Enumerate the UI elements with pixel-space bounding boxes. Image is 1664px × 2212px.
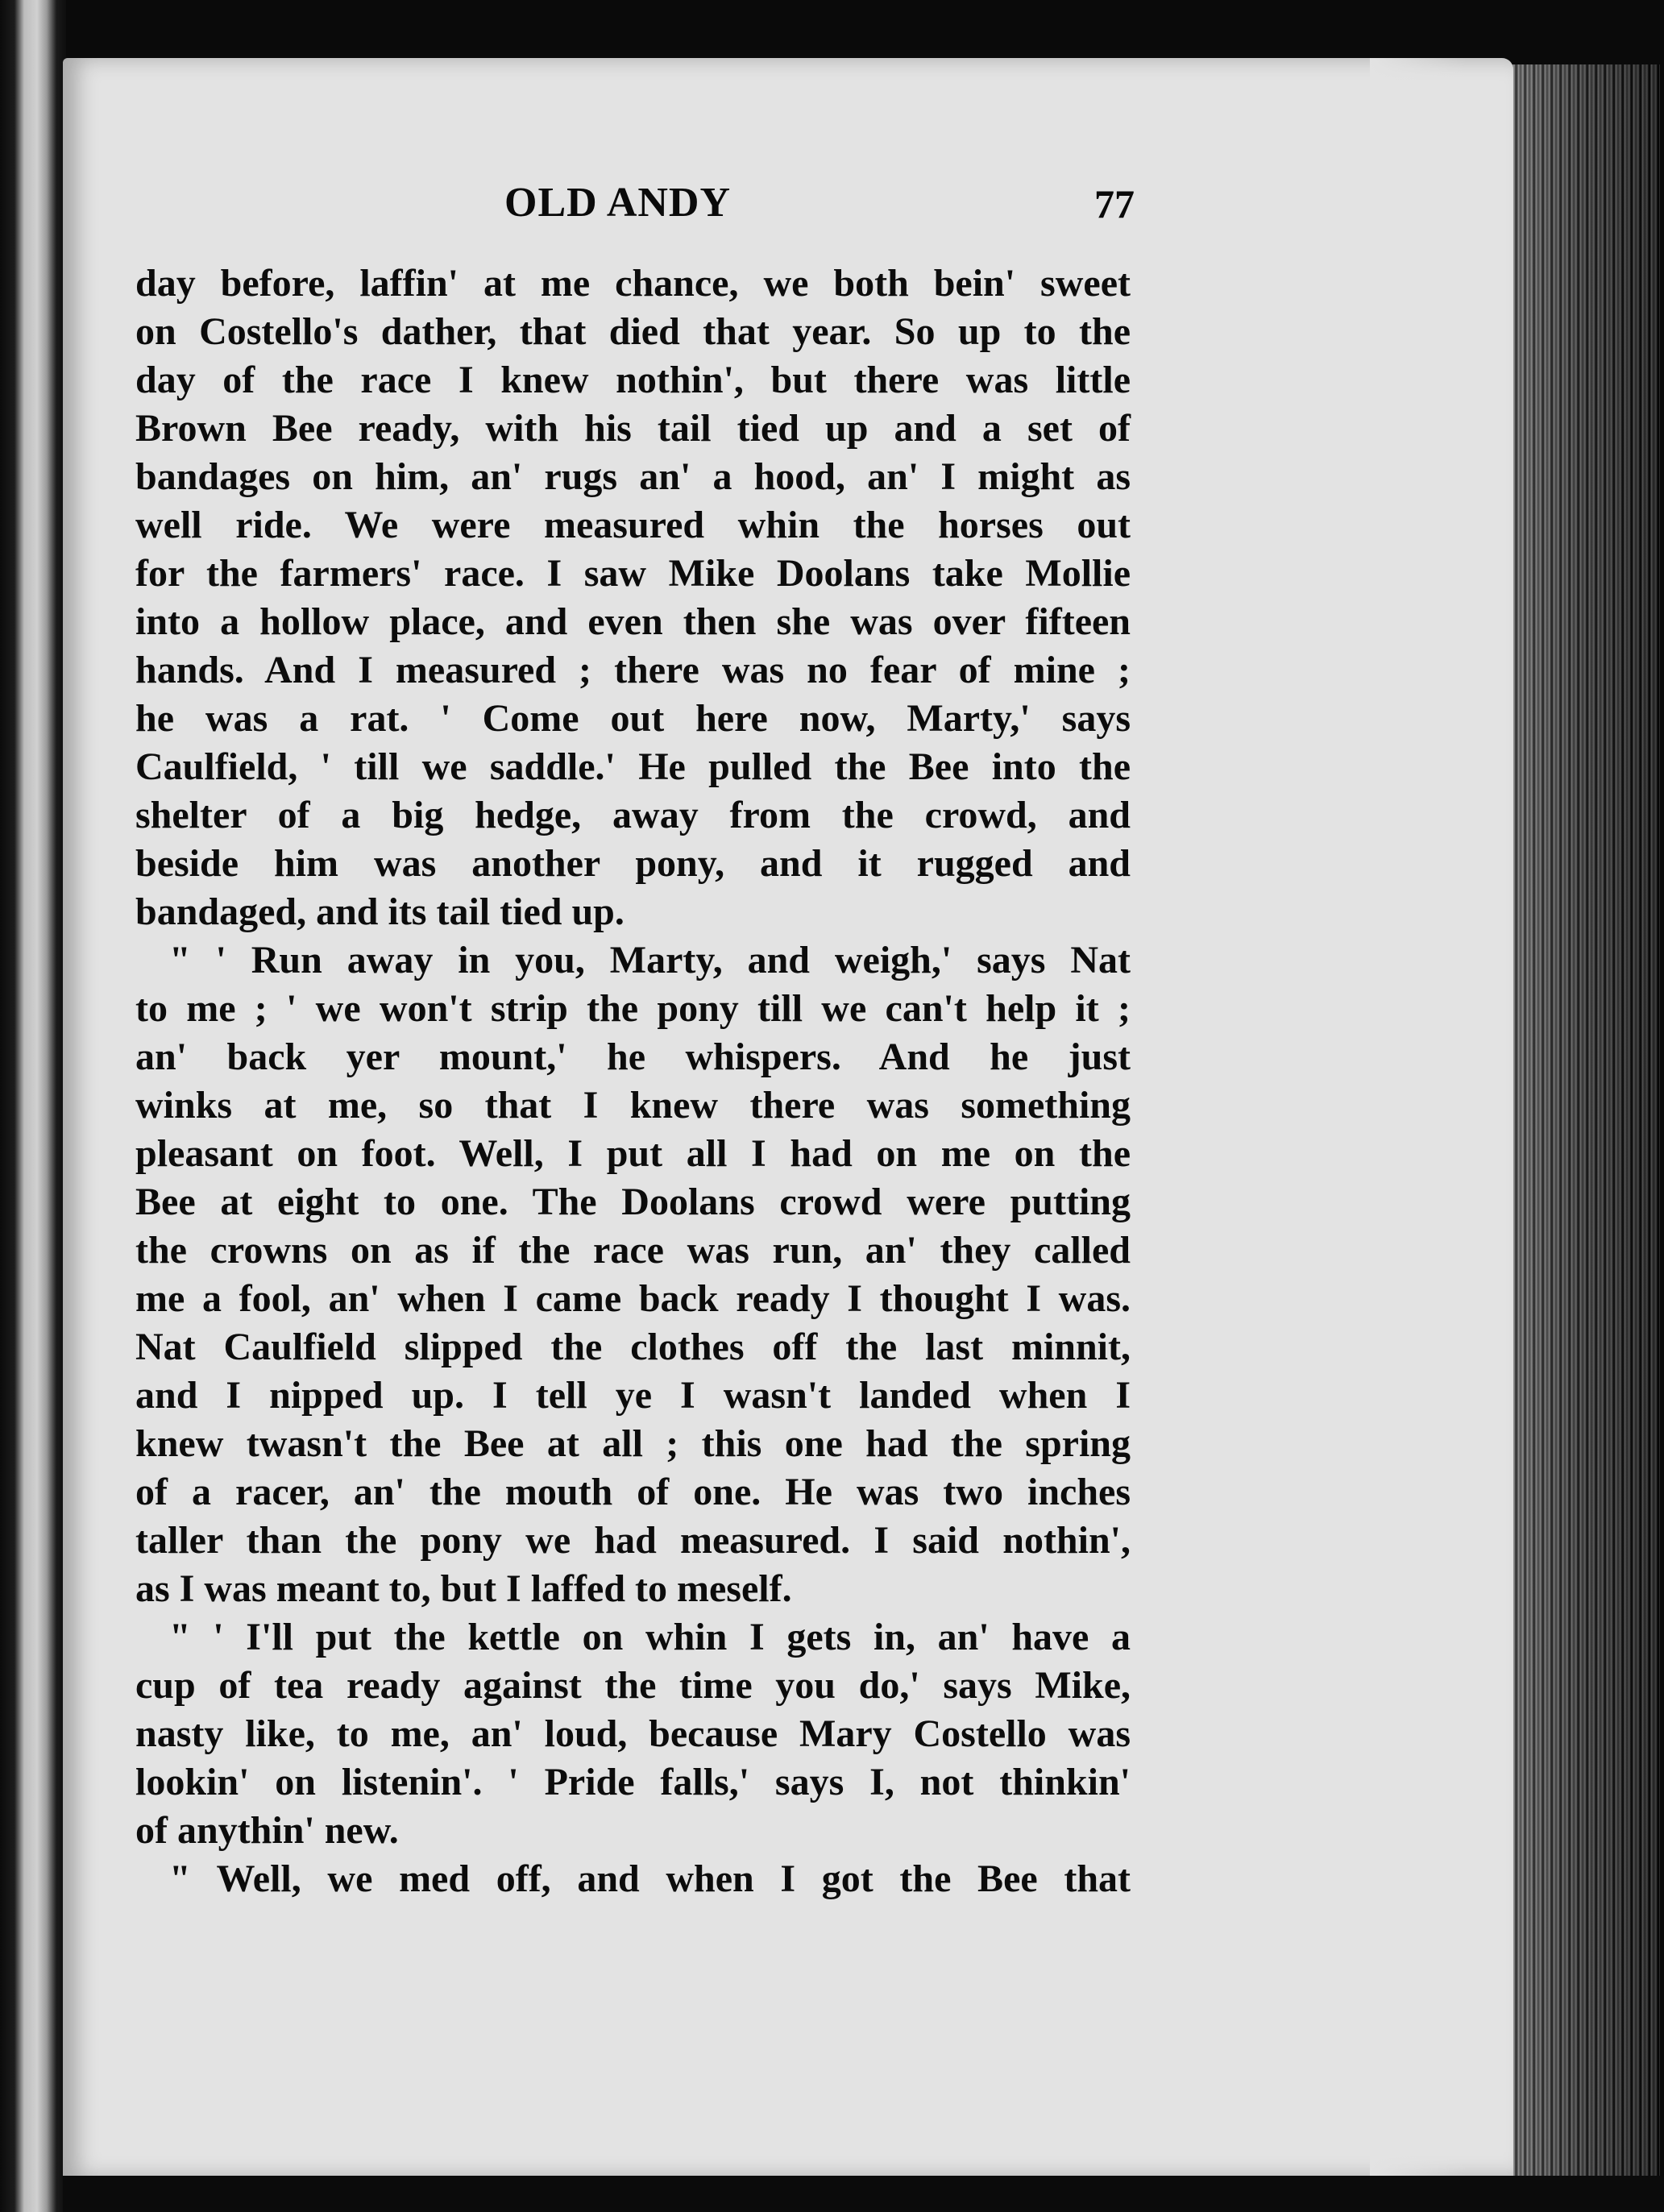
page-edge-shading (1370, 58, 1467, 2193)
text-line: Brown Bee ready, with his tail tied up and a set of (135, 407, 1131, 450)
text-line: the crowns on as if the race was run, an' they called (135, 1229, 1131, 1272)
running-title: OLD ANDY (504, 180, 732, 226)
text-line: as I was meant to, but I laffed to meself. (135, 1567, 792, 1610)
text-line: " Well, we med off, and when I got the Bee that (169, 1857, 1131, 1900)
text-line: knew twasn't the Bee at all ; this one had the spring (135, 1422, 1131, 1465)
text-line: Caulfield, ' till we saddle.' He pulled the Bee into the (135, 745, 1131, 788)
text-line: day before, laffin' at me chance, we both bein' sweet (135, 262, 1131, 305)
text-line: Bee at eight to one. The Doolans crowd were putting (135, 1181, 1131, 1223)
bottom-border (63, 2176, 1664, 2212)
text-line: Nat Caulfield slipped the clothes off the last minnit, (135, 1326, 1131, 1368)
text-line: " ' I'll put the kettle on whin I gets in, an' have a (169, 1616, 1131, 1658)
text-line: cup of tea ready against the time you do,' says Mike, (135, 1664, 1131, 1707)
text-line: winks at me, so that I knew there was something (135, 1084, 1131, 1127)
text-line: beside him was another pony, and it rugged and (135, 842, 1131, 885)
body-text (135, 259, 1131, 1903)
text-line: for the farmers' race. I saw Mike Doolans take Mollie (135, 552, 1131, 595)
text-line: of a racer, an' the mouth of one. He was two inches (135, 1471, 1131, 1513)
text-line: to me ; ' we won't strip the pony till we can't help it ; (135, 987, 1131, 1030)
text-line: of anythin' new. (135, 1809, 399, 1852)
text-line: and I nipped up. I tell ye I wasn't landed when I (135, 1374, 1131, 1417)
facing-page-edge (0, 0, 66, 2212)
page-number: 77 (1094, 181, 1135, 226)
text-line: bandages on him, an' rugs an' a hood, an' I might as (135, 455, 1131, 498)
text-line: pleasant on foot. Well, I put all I had on me on the (135, 1132, 1131, 1175)
text-line: on Costello's dather, that died that year. So up to the (135, 310, 1131, 353)
text-line: me a fool, an' when I came back ready I thought I was. (135, 1277, 1131, 1320)
text-line: he was a rat. ' Come out here now, Marty,' says (135, 697, 1131, 740)
text-line: taller than the pony we had measured. I said nothin', (135, 1519, 1131, 1562)
text-line: day of the race I knew nothin', but there was little (135, 359, 1131, 401)
text-line: nasty like, to me, an' loud, because Mary Costello was (135, 1712, 1131, 1755)
text-line: bandaged, and its tail tied up. (135, 890, 625, 933)
running-head (135, 179, 1135, 235)
text-line: well ride. We were measured whin the horses out (135, 504, 1131, 546)
text-line: lookin' on listenin'. ' Pride falls,' says I, not thinkin' (135, 1761, 1131, 1803)
text-line: " ' Run away in you, Marty, and weigh,' says Nat (169, 939, 1131, 981)
text-line: into a hollow place, and even then she was over fifteen (135, 600, 1131, 643)
text-line: hands. And I measured ; there was no fear of mine ; (135, 649, 1131, 691)
text-line: shelter of a big hedge, away from the crowd, and (135, 794, 1131, 836)
text-line: an' back yer mount,' he whispers. And he just (135, 1035, 1131, 1078)
